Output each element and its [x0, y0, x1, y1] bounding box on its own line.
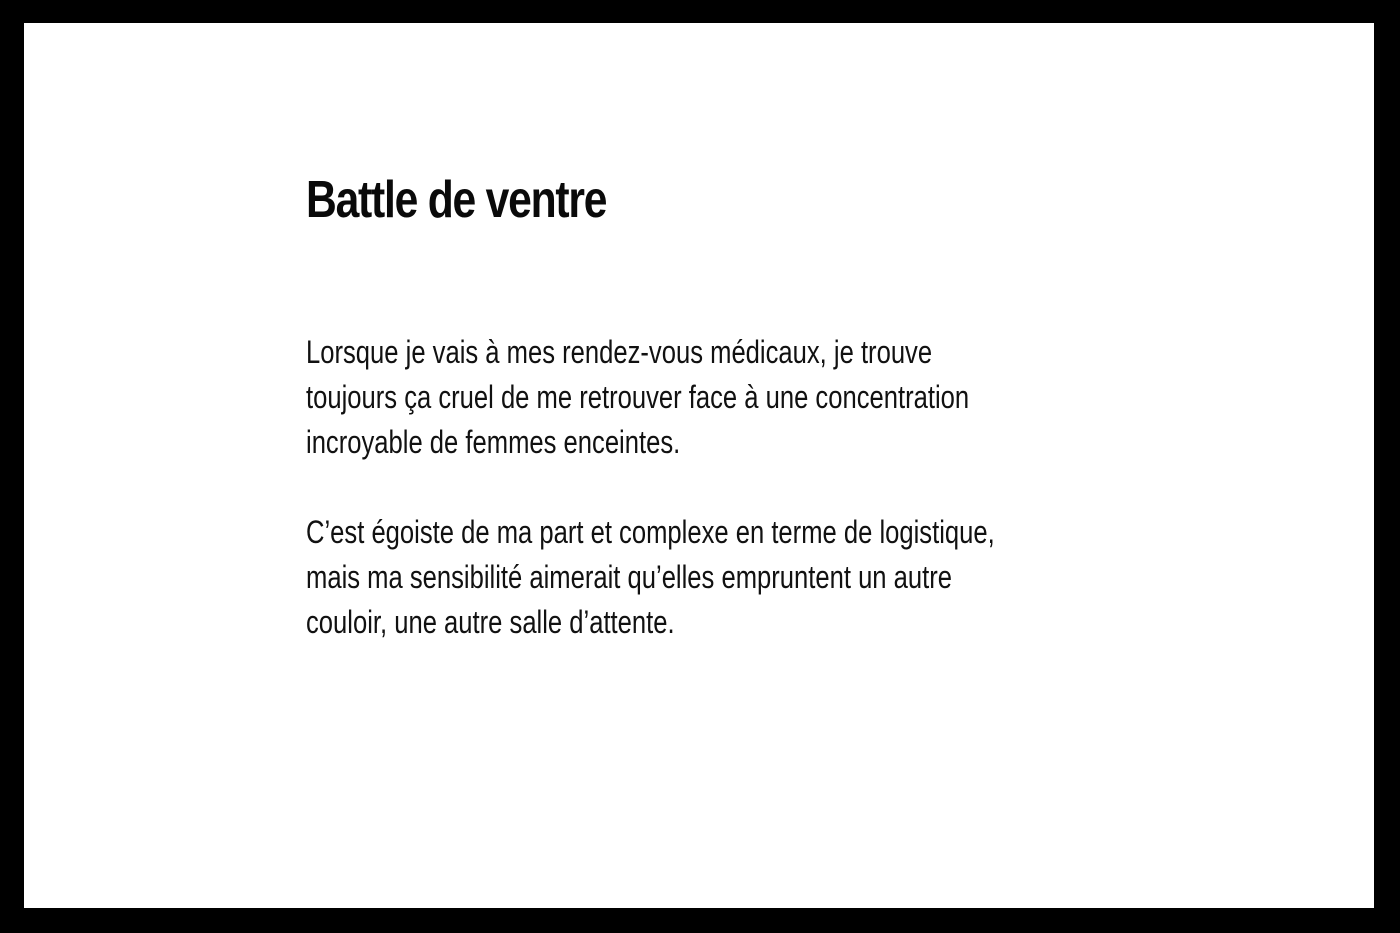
page [24, 23, 1374, 908]
text-line: toujours ça cruel de me retrouver face à une concentration [306, 379, 970, 415]
text-line: C’est égoiste de ma part et complexe en terme de logistique, [306, 514, 995, 550]
paragraph-2 [306, 510, 1074, 645]
text-line: incroyable de femmes enceintes. [306, 424, 681, 460]
body-text [306, 330, 1074, 645]
page-title: Battle de ventre [306, 171, 607, 229]
text-line: Lorsque je vais à mes rendez-vous médicaux, je trouve [306, 334, 933, 370]
text-line: couloir, une autre salle d’attente. [306, 604, 675, 640]
text-line: mais ma sensibilité aimerait qu’elles empruntent un autre [306, 559, 952, 595]
paragraph-1 [306, 330, 1074, 465]
